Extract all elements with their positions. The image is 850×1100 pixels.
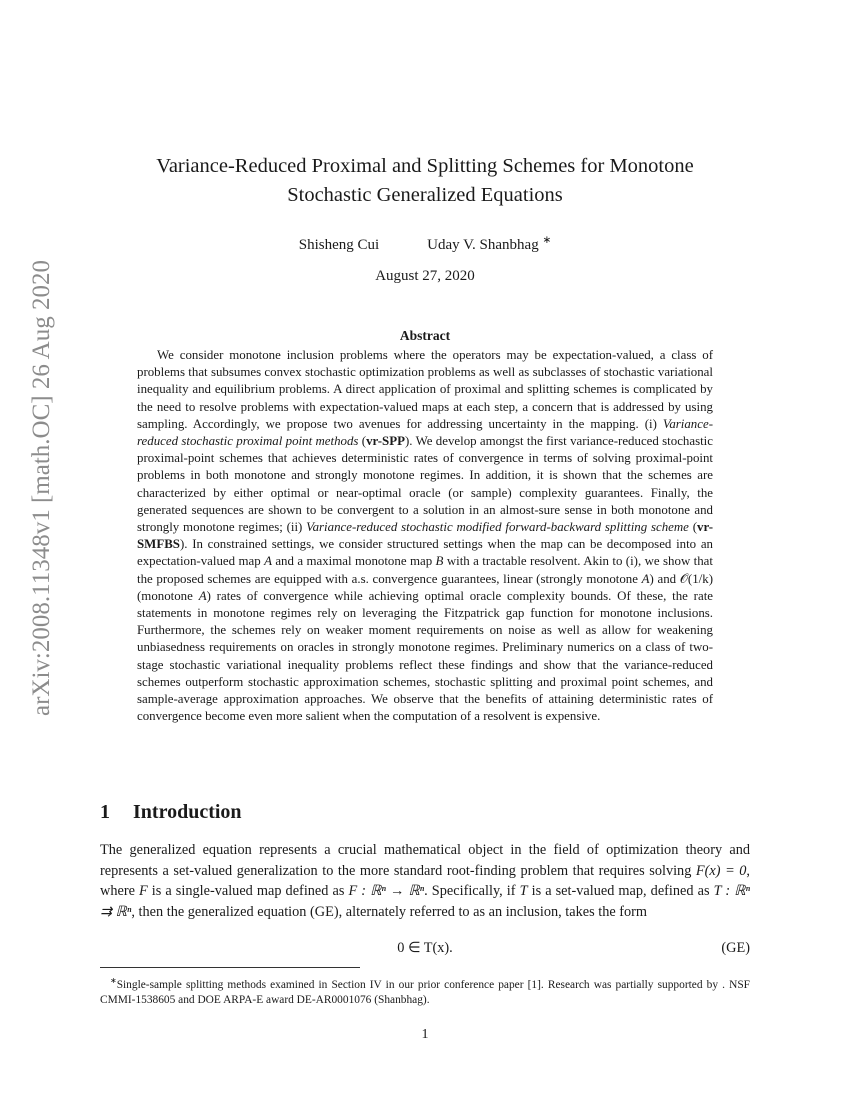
abstract-text: ). We develop amongst the first variance-reduced stochastic proximal-point schemes that achieves deterministic rates of convergence in terms of solving proximal-point problems in both monotone and strongly monotone regimes. In addition, it is shown that the schemes are characterized by either optimal or near-optimal oracle (or sample) complexity guarantees. Finally, the generated sequences are shown to be convergent to a solution in an almost-sure sense in both monotone and strongly monotone regimes; (ii) — [137, 434, 713, 535]
arxiv-sidebar — [25, 260, 59, 716]
math-symbol: A — [641, 571, 650, 586]
abstract-text: ) and — [649, 571, 680, 586]
section-number: 1 — [100, 801, 110, 823]
author-footnote-mark: ∗ — [542, 235, 552, 246]
abstract-text: We consider monotone inclusion problems where the operators may be expectation-valued, a class of problems that subsumes convex stochastic optimization problems as well as subclasses of stochastic variational inequality and equilibrium problems. A direct application of proximal and splitting schemes is complicated by the need to resolve problems with expectation-valued maps at each step, a concern that is addressed by using sampling. Accordingly, we propose two avenues for addressing uncertainty in the mapping. (i) — [137, 348, 713, 431]
intro-text: , where — [100, 862, 750, 899]
math-expression: 𝒪(1/k) — [679, 571, 713, 586]
paper-title — [100, 152, 750, 210]
abstract-text: ( — [358, 434, 367, 449]
math-symbol: B — [435, 554, 444, 569]
footnote — [100, 973, 750, 1008]
intro-text: is a single-valued map defined as — [147, 883, 349, 899]
math-symbol: T — [519, 883, 528, 899]
math-expression: F : ℝⁿ → ℝⁿ — [348, 883, 425, 899]
intro-text: , then the generalized equation (GE), alternately referred to as an inclusion, takes the form — [131, 903, 648, 920]
method-acronym: vr-SPP — [366, 434, 405, 449]
author-2: Uday V. Shanbhag — [427, 237, 539, 253]
arxiv-identifier: arXiv:2008.11348v1 [math.OC] 26 Aug 2020 — [28, 260, 56, 716]
abstract-body — [137, 347, 713, 725]
intro-text: is a set-valued map, defined as — [527, 883, 714, 899]
paper-date: August 27, 2020 — [375, 268, 475, 284]
abstract-emph: Variance-reduced stochastic proximal point methods — [137, 416, 713, 449]
author-list — [100, 234, 750, 254]
equation-expression: 0 ∈ T(x). — [397, 940, 453, 956]
footnote-divider — [100, 967, 360, 968]
method-acronym: vr-SMFBS — [137, 520, 713, 552]
math-expression: F(x) = 0 — [695, 862, 747, 879]
abstract-text: ). In constrained settings, we consider structured settings when the map can be decomposed into an expectation-valued map — [137, 537, 713, 569]
math-expression: T : ℝⁿ ⇉ ℝⁿ — [100, 883, 750, 920]
title-line-2: Stochastic Generalized Equations — [287, 184, 563, 206]
abstract-text: with a tractable resolvent. Akin to (i), we show that the proposed schemes are equipped with a.s. convergence guarantees, linear (strongly monotone — [137, 554, 713, 586]
footnote-mark: ∗ — [110, 976, 117, 985]
math-symbol: F — [139, 883, 148, 899]
section-title: Introduction — [133, 801, 242, 823]
equation-tag: (GE) — [721, 940, 750, 956]
page-number: 1 — [421, 1027, 429, 1042]
math-symbol: A — [198, 588, 207, 603]
math-symbol: A — [264, 554, 272, 569]
intro-text: The generalized equation represents a crucial mathematical object in the field of optimization theory and represents a set-valued generalization to the more standard root-finding problem that requires solving — [100, 842, 750, 879]
abstract-heading: Abstract — [399, 328, 451, 343]
author-1: Shisheng Cui — [298, 237, 380, 253]
introduction-paragraph — [100, 840, 750, 922]
abstract-text: ( — [688, 520, 698, 535]
title-line-1: Variance-Reduced Proximal and Splitting Schemes for Monotone — [156, 155, 694, 177]
section-heading — [100, 801, 242, 824]
abstract-text: (monotone — [137, 588, 199, 603]
intro-text: . Specifically, if — [424, 883, 520, 899]
abstract-text: and a maximal monotone map — [271, 554, 436, 569]
abstract-text: ) rates of convergence while achieving optimal oracle complexity bounds. Of these, the rate statements in monotone regimes rely on leveraging the Fitzpatrick gap function for monotone inclusions. Furthermore, the schemes rely on weaker moment requirements on noise as well as allow for weakening unbiasedness requirements on oracles in strongly monotone regimes. Preliminary numerics on a class of two-stage stochastic variational inequality problems reflect these findings and show that the variance-reduced schemes outperform stochastic approximation schemes, stochastic splitting and proximal point schemes, and sample-average approximation approaches. We observe that the benefits of attaining deterministic rates of convergence become even more salient when the computation of a resolvent is expensive. — [137, 588, 714, 724]
abstract-emph: Variance-reduced stochastic modified forward-backward splitting scheme — [306, 520, 689, 535]
footnote-text: Single-sample splitting methods examined in Section IV in our prior conference paper [1]. Research was partially supported by . NSF CMMI-1538605 and DOE ARPA-E award DE-AR0001076 (Shanbhag). — [100, 978, 750, 1006]
